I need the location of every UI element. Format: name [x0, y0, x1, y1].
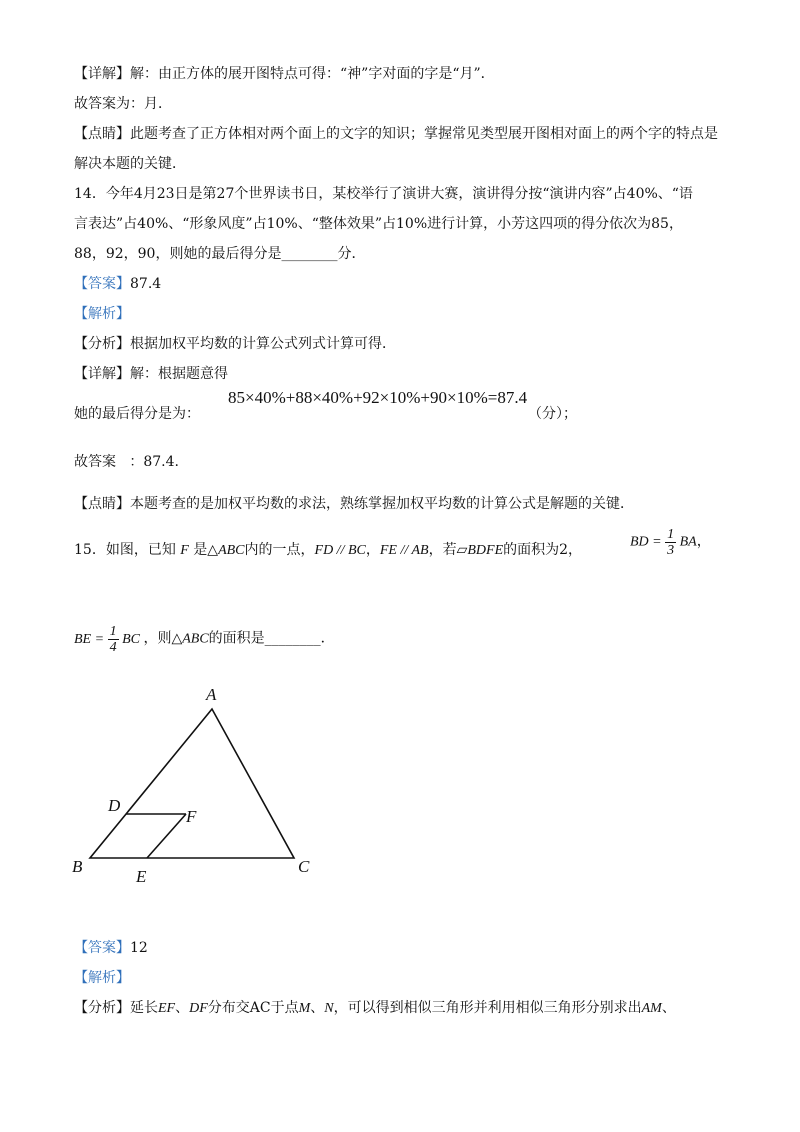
- label-c: C: [298, 857, 310, 876]
- fraction-one-third: [665, 527, 676, 558]
- analysis-tag-15: 【解析】: [74, 970, 130, 986]
- frac-den: 4: [109, 640, 117, 655]
- comment-line-13a: [74, 124, 718, 144]
- parallel-fe-ab: FE // AB: [379, 543, 429, 558]
- frac-num: 1: [109, 624, 117, 639]
- comment-tag: 【点睛】: [74, 496, 130, 512]
- comma: ，: [365, 542, 380, 558]
- q-end: 的面积是________．: [208, 630, 335, 647]
- detail-text: 解：由正方体的展开图特点可得：“神”字对面的字是“月”．: [130, 66, 495, 82]
- q-then: ，则: [143, 630, 172, 647]
- final-prefix: 故答案: [74, 454, 116, 470]
- fenxi-text-a: 延长: [130, 1000, 158, 1016]
- calc-unit: （分）；: [528, 406, 577, 422]
- fenxi-text: 根据加权平均数的计算公式列式计算可得．: [130, 336, 396, 352]
- answer-tag: 【答案】: [74, 276, 130, 292]
- triangle-abc: △ABC: [171, 631, 209, 647]
- answer-value: 12: [130, 940, 148, 956]
- fenxi-comma: 、: [310, 1000, 325, 1016]
- answer-line-13: 故答案为：月．: [74, 96, 172, 112]
- triangle-abc-shape: [90, 709, 294, 858]
- comment-line-13b: 解决本题的关键．: [74, 156, 186, 172]
- answer-tag: 【答案】: [74, 940, 130, 956]
- calc-formula: 85×40%+88×40%+92×10%+90×10%=87.4: [228, 388, 528, 407]
- bd-lhs: BD =: [630, 534, 662, 550]
- be-lhs: BE =: [74, 631, 105, 647]
- detail-text: 解：根据题意得: [130, 366, 228, 382]
- comment-line-14: [74, 494, 634, 514]
- detail-tag: 【详解】: [74, 366, 130, 382]
- detail-line-13: [74, 64, 495, 84]
- comment-text: 本题考查的是加权平均数的求法，熟练掌握加权平均数的计算公式是解题的关键．: [130, 496, 634, 512]
- be-equation: [74, 624, 143, 655]
- triangle-abc: △ABC: [207, 543, 245, 558]
- comment-text: 此题考查了正方体相对两个面上的文字的知识；掌握常见类型展开图相对面上的两个字的特点是: [130, 126, 718, 142]
- fraction-one-fourth: [108, 624, 119, 655]
- bd-equation: BD = $\frac{1}{3}$ BA，: [630, 527, 711, 558]
- fenxi-n: N: [324, 1001, 334, 1016]
- var-f: F: [180, 543, 189, 558]
- fenxi-tag: 【分析】: [74, 336, 130, 352]
- frac-den: 3: [667, 543, 675, 558]
- final-answer-14: [74, 452, 179, 472]
- fenxi-am: AM: [641, 1001, 662, 1016]
- label-e: E: [136, 867, 147, 886]
- q-start: 15．如图，已知: [74, 542, 176, 558]
- q-is: 是: [193, 542, 208, 558]
- label-f: F: [186, 807, 197, 826]
- question-14-line2: 言表达”占40%、“形象风度”占10%、“整体效果”占10%进行计算，小芳这四项的得分依次为85，: [74, 216, 683, 232]
- fenxi-sep: 、: [175, 1000, 190, 1016]
- analysis-tag-14: 【解析】: [74, 306, 130, 322]
- answer-line-14: [74, 274, 161, 294]
- segment-fe: [147, 814, 186, 858]
- fenxi-text-d: 、: [661, 1000, 676, 1016]
- question-15-line2: [74, 624, 335, 655]
- be-rhs: BC: [122, 631, 140, 647]
- fenxi-text-b: 分布交AC于点: [207, 1000, 299, 1016]
- fenxi-text-c: ，可以得到相似三角形并利用相似三角形分别求出: [333, 1000, 642, 1016]
- detail-tag: 【详解】: [74, 66, 130, 82]
- fenxi-line-14: [74, 334, 396, 354]
- label-b: B: [72, 857, 83, 876]
- question-15-line1: [74, 540, 582, 561]
- q-area: 的面积为2，: [503, 542, 583, 558]
- answer-value: 87.4: [130, 276, 162, 292]
- label-a: A: [206, 685, 217, 704]
- question-14-line3: 88，92，90，则她的最后得分是________分．: [74, 246, 366, 262]
- fenxi-m: M: [298, 1001, 311, 1016]
- calc-prefix: 她的最后得分是为：: [74, 406, 200, 422]
- fenxi-tag: 【分析】: [74, 1000, 130, 1016]
- label-d: D: [108, 796, 121, 815]
- fenxi-df: DF: [189, 1001, 208, 1016]
- fenxi-ef: EF: [158, 1001, 176, 1016]
- question-14-line1: 14．今年4月23日是第27个世界读书日，某校举行了演讲大赛，演讲得分按“演讲内容”占40%、“语: [74, 186, 693, 202]
- fenxi-line-15: [74, 998, 676, 1019]
- detail-line-14: [74, 364, 228, 384]
- parallelogram-bdfe: ▱BDFE: [456, 543, 504, 558]
- triangle-figure: [60, 680, 340, 890]
- answer-line-15: [74, 938, 148, 958]
- comment-tag: 【点睛】: [74, 126, 130, 142]
- bd-rhs: BA: [679, 534, 697, 550]
- q-inside: 内的一点，: [244, 542, 315, 558]
- final-value: ：87.4.: [129, 454, 179, 470]
- frac-num: 1: [667, 527, 675, 542]
- parallel-fd-bc: FD // BC: [314, 543, 366, 558]
- q-if: ，若: [428, 542, 457, 558]
